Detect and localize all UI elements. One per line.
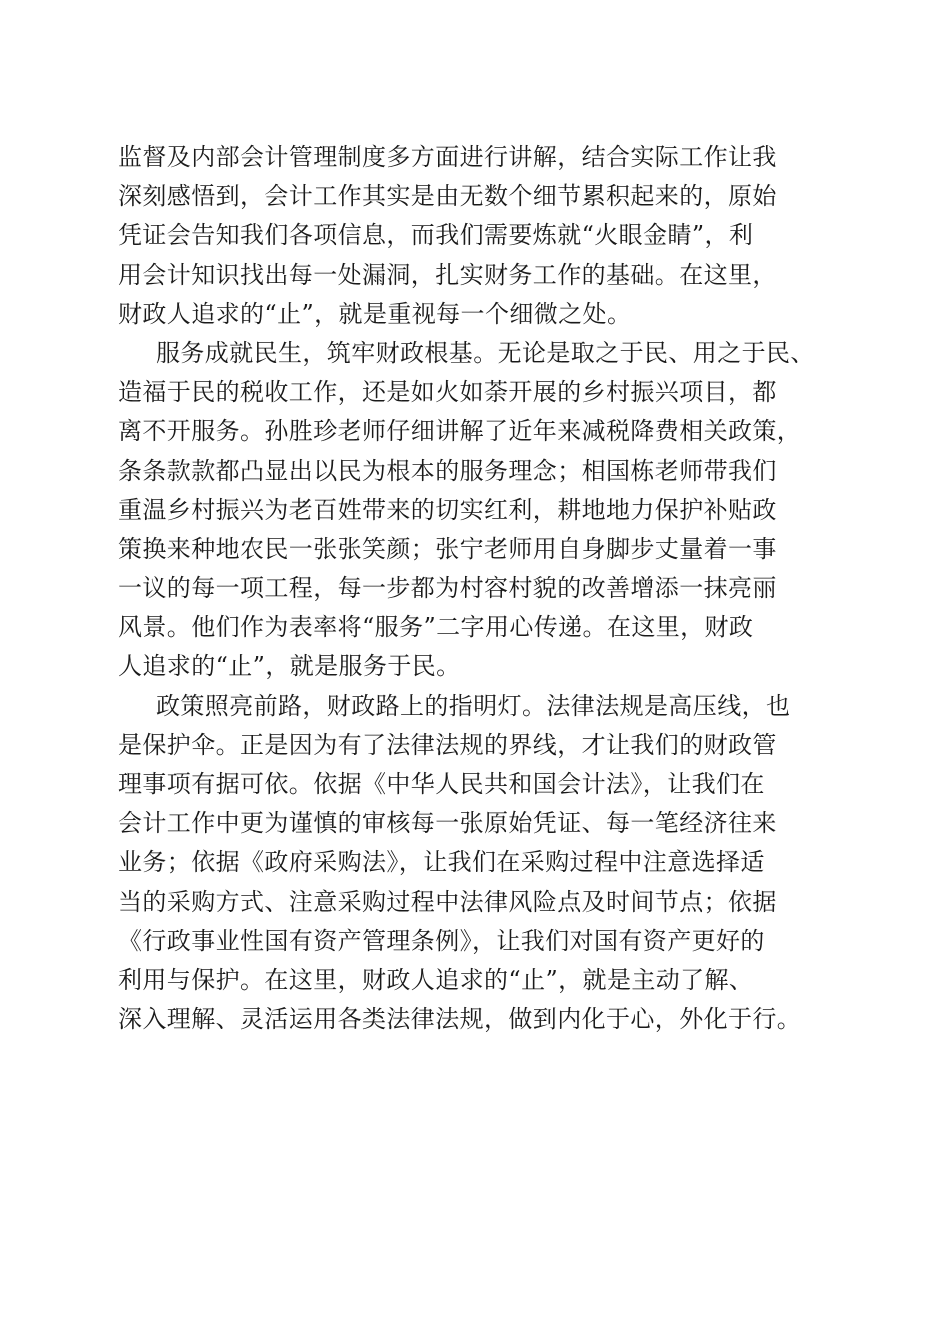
text-line: 用会计知识找出每一处漏洞，扎实财务工作的基础。在这里， <box>118 260 777 289</box>
text-line: 人追求的“止”，就是服务于民。 <box>118 652 461 681</box>
text-line: 理事项有据可依。依据《中华人民共和国会计法》，让我们在 <box>118 770 765 798</box>
text-line: 离不开服务。孙胜珍老师仔细讲解了近年来减税降费相关政策， <box>118 417 802 446</box>
text-line: 财政人追求的“止”，就是重视每一个细微之处。 <box>118 299 632 328</box>
text-line: 造福于民的税收工作，还是如火如荼开展的乡村振兴项目，都 <box>118 378 777 407</box>
text-line: 当的采购方式、注意采购过程中法律风险点及时间节点；依据 <box>118 887 777 916</box>
text-line: 是保护伞。正是因为有了法律法规的界线，才让我们的财政管 <box>118 730 777 759</box>
text-line: 风景。他们作为表率将“服务”二字用心传递。在这里，财政 <box>118 613 754 642</box>
body-text <box>118 138 838 1039</box>
text-line: 会计工作中更为谨慎的审核每一张原始凭证、每一笔经济往来 <box>118 809 777 838</box>
paragraph-start-line: 政策照亮前路，财政路上的指明灯。法律法规是高压线，也 <box>156 691 791 720</box>
text-line: 《行政事业性国有资产管理条例》，让我们对国有资产更好的 <box>118 926 765 955</box>
text-line: 深刻感悟到，会计工作其实是由无数个细节累积起来的，原始 <box>118 182 777 211</box>
text-line: 重温乡村振兴为老百姓带来的切实红利，耕地地力保护补贴政 <box>118 495 777 524</box>
text-line: 利用与保护。在这里，财政人追求的“止”，就是主动了解、 <box>118 965 754 994</box>
text-line: 业务；依据《政府采购法》，让我们在采购过程中注意选择适 <box>118 848 765 877</box>
text-line: 一议的每一项工程，每一步都为村容村貌的改善增添一抹亮丽 <box>118 574 777 603</box>
text-line: 深入理解、灵活运用各类法律法规，做到内化于心，外化于行。 <box>118 1005 802 1034</box>
text-line: 凭证会告知我们各项信息，而我们需要炼就“火眼金睛”，利 <box>118 221 754 250</box>
text-line: 条条款款都凸显出以民为根本的服务理念；相国栋老师带我们 <box>118 456 777 485</box>
text-line: 策换来种地农民一张张笑颜；张宁老师用自身脚步丈量着一事 <box>118 534 777 563</box>
text-line: 监督及内部会计管理制度多方面进行讲解，结合实际工作让我 <box>118 143 777 171</box>
paragraph-start-line: 服务成就民生，筑牢财政根基。无论是取之于民、用之于民、 <box>156 338 815 367</box>
